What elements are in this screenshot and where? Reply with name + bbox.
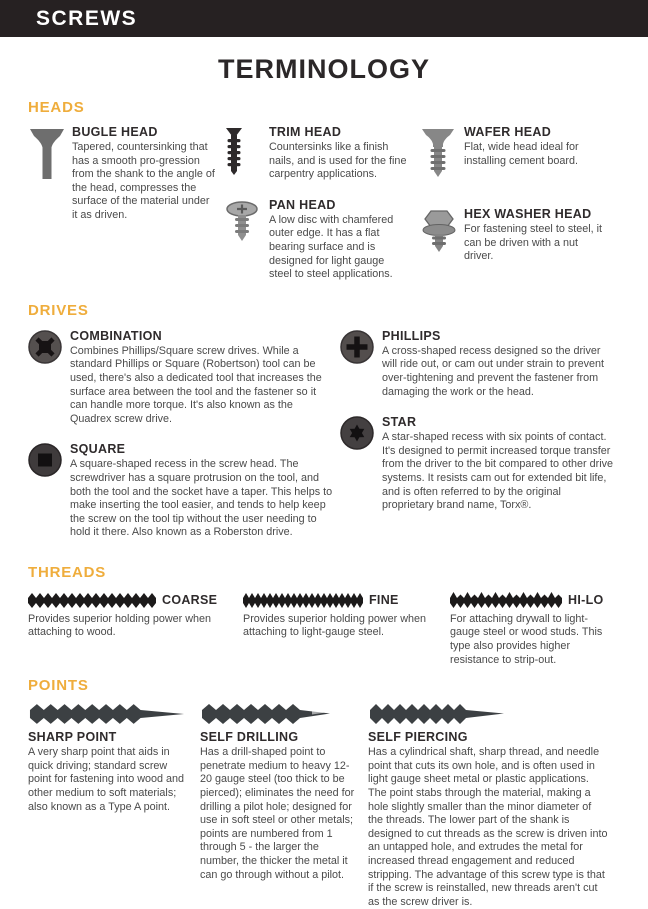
heads-column-3 (420, 125, 620, 298)
point-item-self-drilling (200, 702, 368, 909)
drive-item-phillips (340, 329, 620, 399)
sharp-point-screw-icon (28, 702, 188, 724)
thread-item-fine (243, 591, 450, 667)
threads-grid (28, 591, 620, 667)
head-item-trim (225, 125, 420, 182)
top-banner (0, 0, 648, 37)
threads-section-label: THREADS (28, 563, 107, 581)
heads-grid (28, 125, 620, 298)
page-content (0, 99, 648, 909)
hi-lo-thread-icon (450, 591, 562, 609)
square-drive-icon (28, 442, 70, 540)
thread-title: COARSE (162, 592, 218, 607)
trim-head-icon (225, 125, 269, 182)
point-item-sharp (28, 702, 200, 909)
wafer-head-icon (420, 125, 464, 177)
head-title: HEX WASHER HEAD (464, 207, 592, 221)
thread-desc: For attaching drywall to light-gauge steel or wood studs. This type also provides higher resistance to strip-out. (450, 612, 603, 666)
drive-item-star (340, 415, 620, 513)
thread-title: FINE (369, 592, 399, 607)
head-title: PAN HEAD (269, 197, 336, 212)
head-title: WAFER HEAD (464, 125, 552, 139)
combination-drive-icon (28, 329, 70, 427)
page-title: TERMINOLOGY (218, 54, 430, 84)
head-desc: For fastening steel to steel, it can be driven with a nut driver. (464, 223, 603, 263)
thread-desc: Provides superior holding power when attaching to wood. (28, 612, 212, 639)
point-title: SELF PIERCING (368, 730, 468, 745)
point-desc: Has a drill-shaped point to penetrate medium to heavy 12-20 gauge steel (too thick to be pierced); eliminates the need for drilling a pilot hole; designed for use in soft steel or other metals; points are numbered from 1 through 5 - the larger the number, the thicker the metal it can go through without a pilot. (200, 746, 355, 881)
head-desc: A low disc with chamfered outer edge. It has a flat bearing surface and is designed for light gauge steel to steel applications. (269, 213, 394, 281)
point-title: SELF DRILLING (200, 730, 299, 745)
head-item-wafer (420, 125, 620, 177)
self-piercing-screw-icon (368, 702, 608, 724)
self-drilling-screw-icon (200, 702, 356, 724)
section-heads (28, 99, 620, 298)
drives-section-label: DRIVES (28, 301, 89, 319)
drive-title: STAR (382, 415, 417, 430)
fine-thread-icon (243, 591, 363, 609)
head-item-hex-washer (420, 207, 620, 264)
section-points (28, 677, 620, 909)
drives-grid (28, 329, 620, 556)
head-desc: Countersinks like a finish nails, and is used for the fine carpentry applications. (269, 141, 407, 181)
section-drives (28, 302, 620, 556)
drive-title: COMBINATION (70, 328, 162, 343)
head-item-bugle (28, 125, 225, 223)
point-desc: A very sharp point that aids in quick driving; standard screw point for fastening into wood and other medium to soft materials; also known as a Type A point. (28, 746, 185, 813)
star-drive-icon (340, 415, 382, 513)
drives-column-2 (340, 329, 620, 556)
drives-column-1 (28, 329, 340, 556)
head-item-pan (225, 198, 420, 282)
bugle-head-icon (28, 125, 72, 223)
drive-title: PHILLIPS (382, 328, 441, 343)
hex-washer-head-icon (420, 207, 464, 264)
head-desc: Tapered, countersinking that has a smooth pro-gression from the shank to the angle of the head, compresses the surface of the material under it as driven. (72, 141, 215, 221)
phillips-drive-icon (340, 329, 382, 399)
section-threads (28, 564, 620, 667)
drive-desc: A star-shaped recess with six points of contact. It's designed to permit increased torque transfer from the driver to the bit compared to other drive systems. It resists cam out for extended bit life, and is often referred to by the original proprietary brand name, Torx®. (382, 431, 614, 512)
point-title: SHARP POINT (28, 730, 117, 745)
points-section-label: POINTS (28, 677, 89, 695)
points-grid (28, 702, 620, 909)
thread-item-coarse (28, 591, 243, 667)
heads-column-1 (28, 125, 225, 298)
thread-item-hi-lo (450, 591, 620, 667)
coarse-thread-icon (28, 591, 156, 609)
drive-desc: A cross-shaped recess designed so the driver will ride out, or cam out under strain to prevent over-tightening and prevent the fastener from damaging the work or the head. (382, 344, 605, 398)
pan-head-icon (225, 198, 269, 282)
heads-section-label: HEADS (28, 99, 85, 116)
heads-column-2 (225, 125, 420, 298)
drive-item-square (28, 442, 340, 540)
banner-title: SCREWS (36, 6, 138, 30)
point-item-self-piercing (368, 702, 620, 909)
drive-item-combination (28, 329, 340, 427)
head-desc: Flat, wide head ideal for installing cement board. (464, 141, 579, 167)
drive-desc: A square-shaped recess in the screw head. The screwdriver has a square protrusion on the tool, and both the tool and the socket have a taper. This helps to make inserting the tool easier, and tends to help keep the screw on the tool tip without the user needing to hold it there. Also known as a Roberston drive. (70, 458, 333, 539)
drive-desc: Combines Phillips/Square screw drives. While a standard Phillips or Square (Robertson) tool can be used, there's also a dedicated tool that increases the surface area between the tool and the fastener so it can handle more torque. It's also known as the Quadrex screw drive. (70, 344, 322, 425)
head-title: TRIM HEAD (269, 125, 342, 139)
head-title: BUGLE HEAD (72, 125, 158, 139)
thread-desc: Provides superior holding power when attaching to light-gauge steel. (243, 612, 427, 639)
drive-title: SQUARE (70, 442, 126, 457)
point-desc: Has a cylindrical shaft, sharp thread, and needle point that cuts its own hole, and is often used in light gauge sheet metal or plastic applications. The point stabs through the material, making a hole slightly smaller than the minor diameter of the threads. The lower part of the shank is designed to cut threads as the screw is driven into an untapped hole, and extrudes the metal for increased thread engagement and reduced stripping. The advantage of this screw type is that if the screw is reinstalled, new threads aren't cut as the screw driver is. (368, 746, 608, 908)
thread-title: HI-LO (568, 592, 604, 607)
